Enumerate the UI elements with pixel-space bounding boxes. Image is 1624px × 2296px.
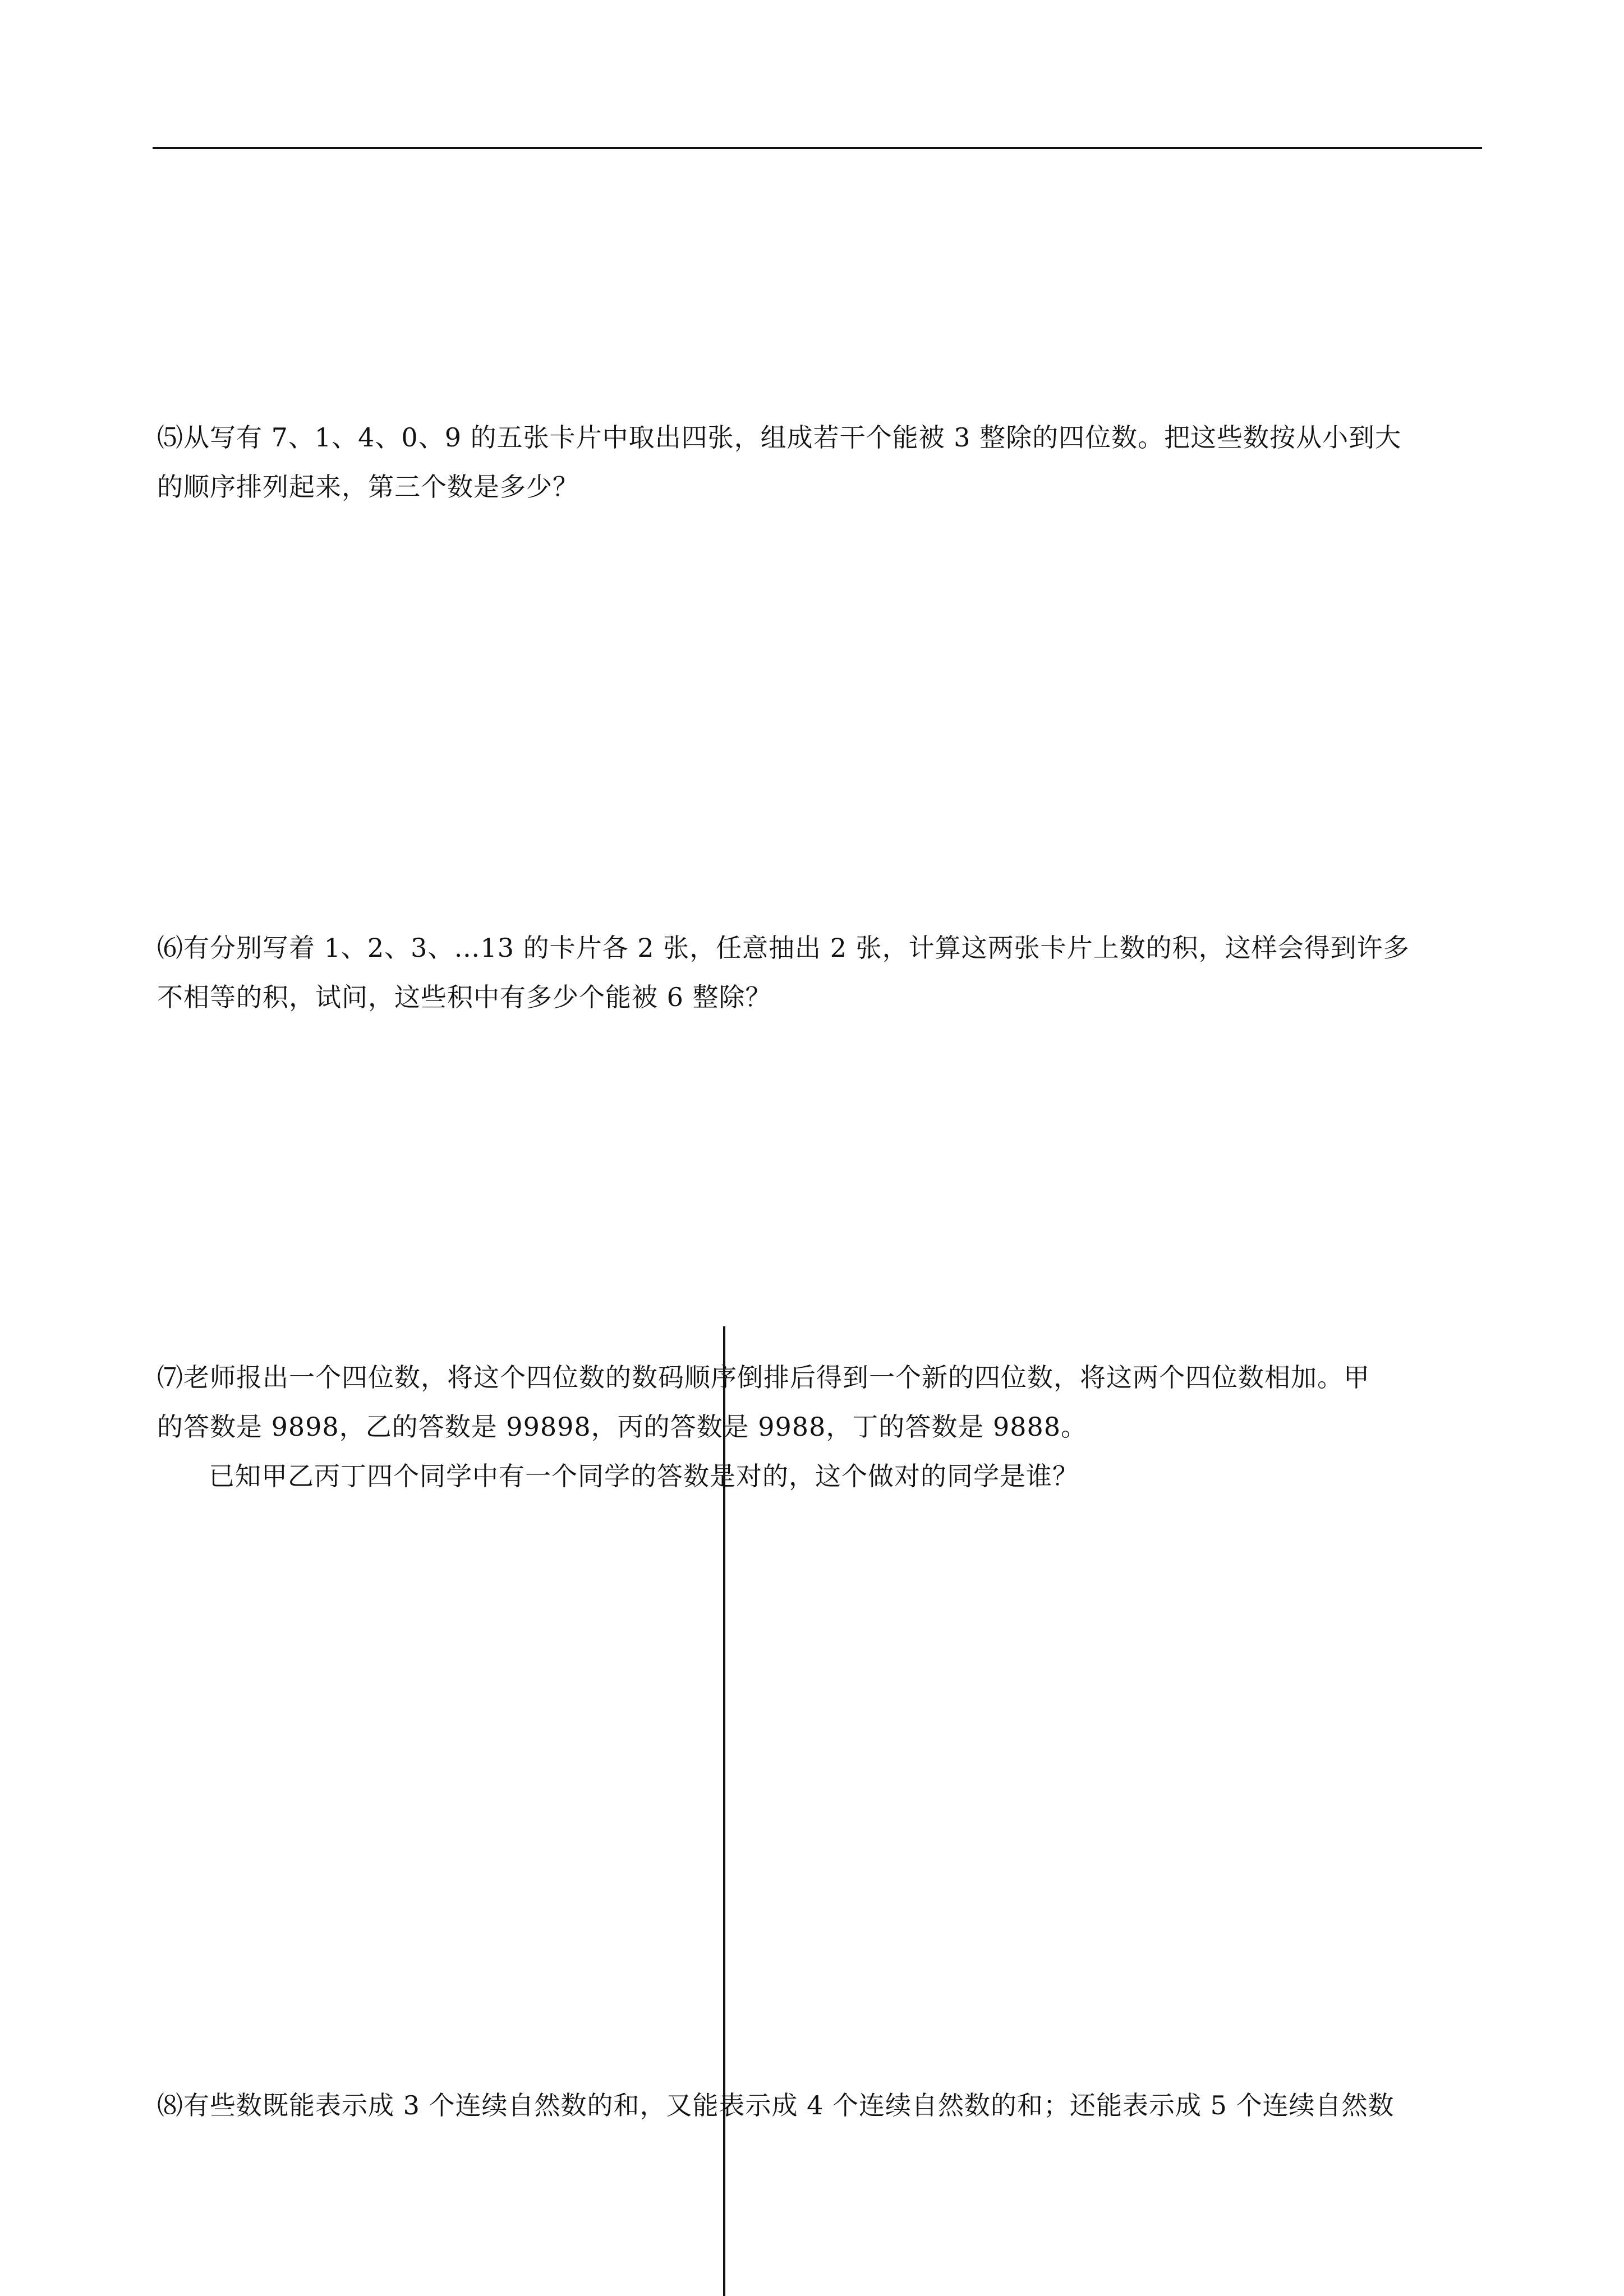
question-5 <box>157 413 1484 511</box>
question-7-line-3: 已知甲乙丙丁四个同学中有一个同学的答数是对的，这个做对的同学是谁？ <box>209 1461 1079 1491</box>
question-8 <box>157 2081 1484 2130</box>
question-6-line-2: 不相等的积，试问，这些积中有多少个能被 6 整除？ <box>157 982 772 1012</box>
vertical-rule <box>723 1326 725 2296</box>
question-6-line-1: ⑹有分别写着 1、2、3、…13 的卡片各 2 张，任意抽出 2 张，计算这两张卡片上数的积，这样会得到许多 <box>157 933 1410 963</box>
question-7-line-1: ⑺老师报出一个四位数，将这个四位数的数码顺序倒排后得到一个新的四位数，将这两个四位数相加。甲 <box>157 1362 1370 1393</box>
question-7 <box>157 1353 1484 1501</box>
header-rule <box>153 147 1482 149</box>
question-5-line-2: 的顺序排列起来，第三个数是多少？ <box>157 472 579 502</box>
question-5-line-1: ⑸从写有 7、1、4、0、9 的五张卡片中取出四张，组成若干个能被 3 整除的四位数。把这些数按从小到大 <box>157 422 1402 453</box>
question-8-line-1: ⑻有些数既能表示成 3 个连续自然数的和，又能表示成 4 个连续自然数的和；还能表示成 5 个连续自然数 <box>157 2090 1395 2120</box>
question-7-line-2: 的答数是 9898，乙的答数是 99898，丙的答数是 9988，丁的答数是 9888。 <box>157 1412 1088 1442</box>
question-6 <box>157 923 1484 1022</box>
